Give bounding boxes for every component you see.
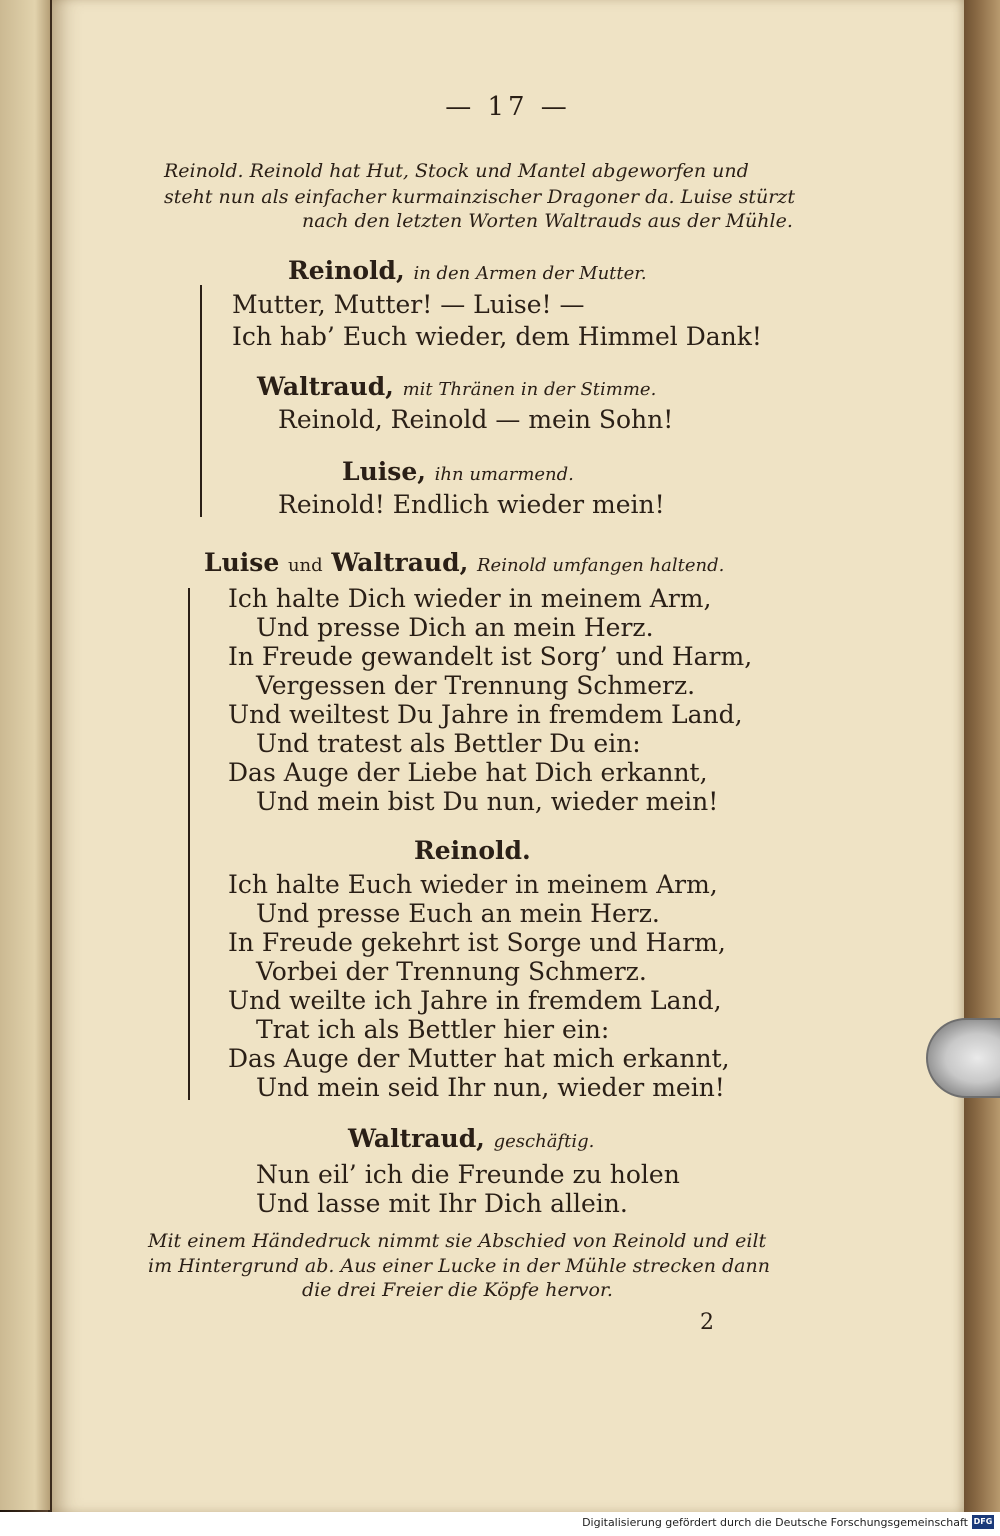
verse-line: Und lasse mit Ihr Dich allein. <box>256 1189 628 1218</box>
speaker-heading <box>414 836 531 865</box>
speaker-name: Reinold. <box>414 836 531 865</box>
stage-direction-line: Mit einem Händedruck nimmt sie Abschied von Reinold und eilt <box>148 1230 767 1252</box>
book-page <box>52 0 964 1512</box>
digitization-credit: Digitalisierung gefördert durch die Deutsche Forschungsgemeinschaft <box>582 1516 968 1529</box>
speaker-name: Luise <box>204 548 280 577</box>
stage-direction-line: steht nun als einfacher kurmainzischer Dragoner da. Luise stürzt <box>164 186 795 208</box>
verse-line: Vorbei der Trennung Schmerz. <box>256 957 647 986</box>
verse-line: Und tratest als Bettler Du ein: <box>256 729 641 758</box>
speaker-heading <box>342 457 574 486</box>
verse-line: Und mein bist Du nun, wieder mein! <box>256 787 719 816</box>
stage-direction: ihn umarmend. <box>434 464 574 485</box>
brace <box>200 285 202 517</box>
verse-line: Und mein seid Ihr nun, wieder mein! <box>256 1073 725 1102</box>
speaker-heading <box>348 1124 594 1153</box>
stage-direction: in den Armen der Mutter. <box>413 263 647 284</box>
verse-line: Und presse Euch an mein Herz. <box>256 899 660 928</box>
verse-line: Vergessen der Trennung Schmerz. <box>256 671 696 700</box>
verse-line: Nun eil’ ich die Freunde zu holen <box>256 1160 680 1189</box>
speaker-heading <box>204 548 724 577</box>
facing-page-edge <box>0 0 50 1510</box>
signature-mark: 2 <box>700 1310 714 1335</box>
verse-line: Reinold, Reinold — mein Sohn! <box>278 405 674 434</box>
brace <box>188 588 190 1100</box>
speaker-name: Waltraud, <box>331 548 469 577</box>
page-clip <box>926 1018 1000 1098</box>
verse-line: Mutter, Mutter! — Luise! — <box>232 290 585 319</box>
speaker-name: Luise, <box>342 457 426 486</box>
verse-line: Und presse Dich an mein Herz. <box>256 613 654 642</box>
verse-line: In Freude gekehrt ist Sorge und Harm, <box>228 928 726 957</box>
speaker-name: Reinold, <box>288 256 405 285</box>
dfg-logo: DFG <box>972 1515 994 1529</box>
verse-line: Trat ich als Bettler hier ein: <box>256 1015 610 1044</box>
stage-direction-line: die drei Freier die Köpfe hervor. <box>302 1279 613 1301</box>
verse-line: Ich halte Dich wieder in meinem Arm, <box>228 584 712 613</box>
stage-direction: Reinold umfangen haltend. <box>477 555 725 576</box>
stage-direction-line: nach den letzten Worten Waltrauds aus der Mühle. <box>302 210 793 232</box>
speaker-name: Waltraud, <box>257 372 394 401</box>
verse-line: Und weiltest Du Jahre in fremdem Land, <box>228 700 743 729</box>
book-cover-edge <box>962 0 1000 1512</box>
page-number: — 17 — <box>445 92 571 122</box>
stage-direction: mit Thränen in der Stimme. <box>402 379 657 400</box>
verse-line: Reinold! Endlich wieder mein! <box>278 490 665 519</box>
conjunction: und <box>287 555 323 576</box>
verse-line: Das Auge der Mutter hat mich erkannt, <box>228 1044 730 1073</box>
stage-direction: geschäftig. <box>493 1131 595 1152</box>
verse-line: Das Auge der Liebe hat Dich erkannt, <box>228 758 708 787</box>
stage-direction-line: im Hintergrund ab. Aus einer Lucke in der Mühle strecken dann <box>148 1255 770 1277</box>
speaker-name: Waltraud, <box>348 1124 485 1153</box>
verse-line: Ich halte Euch wieder in meinem Arm, <box>228 870 718 899</box>
verse-line: Ich hab’ Euch wieder, dem Himmel Dank! <box>232 322 762 351</box>
verse-line: Und weilte ich Jahre in fremdem Land, <box>228 986 722 1015</box>
speaker-heading <box>288 256 647 285</box>
verse-line: In Freude gewandelt ist Sorg’ und Harm, <box>228 642 753 671</box>
speaker-heading <box>257 372 656 401</box>
stage-direction-line: Reinold. Reinold hat Hut, Stock und Mantel abgeworfen und <box>164 160 749 182</box>
